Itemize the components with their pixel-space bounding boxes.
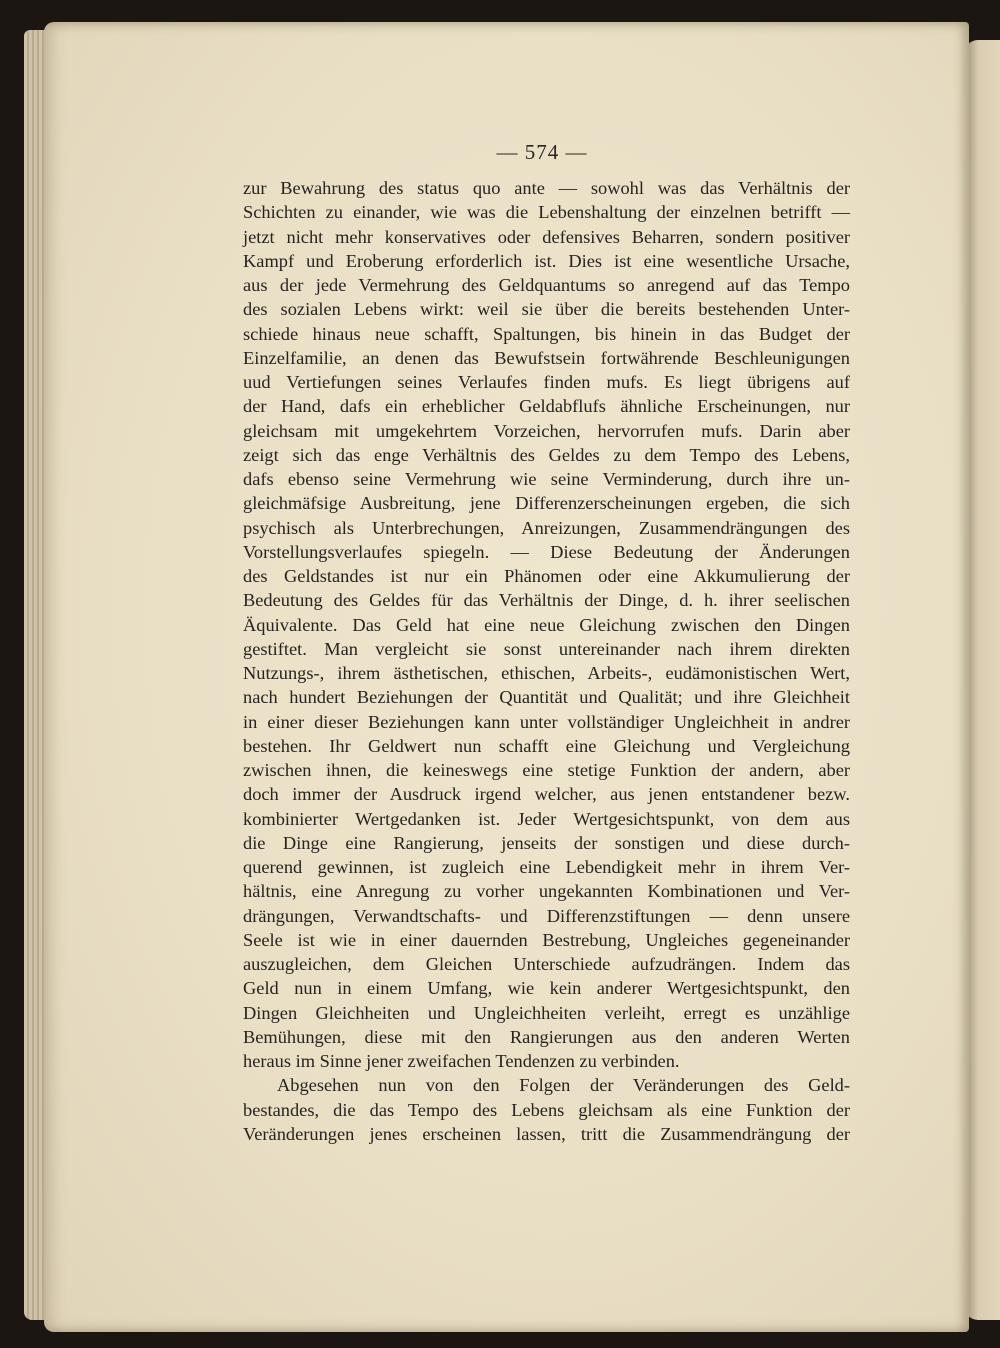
body-text: [243, 176, 850, 1146]
text-line: Veränderungen jenes erscheinen lassen, tritt die Zusammendrängung der: [243, 1123, 850, 1144]
text-line: kombinierter Wertgedanken ist. Jeder Wertgesichtspunkt, von dem aus: [243, 808, 850, 829]
text-line: Kampf und Eroberung erforderlich ist. Dies ist eine wesentliche Ursache,: [243, 250, 850, 271]
text-line: schiede hinaus neue schafft, Spaltungen, bis hinein in das Budget der: [243, 323, 850, 344]
paragraph-start-line: Abgesehen nun von den Folgen der Veränderungen des Geld-: [277, 1075, 850, 1096]
text-line: bestehen. Ihr Geldwert nun schafft eine Gleichung und Vergleichung: [243, 735, 850, 756]
text-line: psychisch als Unterbrechungen, Anreizungen, Zusammendrängungen des: [243, 517, 850, 538]
text-line: Bemühungen, diese mit den Rangierungen aus den anderen Werten: [243, 1026, 850, 1047]
text-line: der Hand, dafs ein erheblicher Geldabflufs ähnliche Erscheinungen, nur: [243, 396, 850, 417]
text-line: Bedeutung des Geldes für das Verhältnis der Dinge, d. h. ihrer seelischen: [243, 590, 850, 611]
text-line: bestandes, die das Tempo des Lebens gleichsam als eine Funktion der: [243, 1099, 850, 1120]
text-line: Einzelfamilie, an denen das Bewufstsein fortwährende Beschleunigungen: [243, 347, 850, 368]
text-line: auszugleichen, dem Gleichen Unterschiede aufzudrängen. Indem das: [243, 954, 850, 974]
text-line: drängungen, Verwandtschafts- und Differenzstiftungen — denn unsere: [243, 905, 850, 926]
text-line: zwischen ihnen, die keineswegs eine stetige Funktion der andern, aber: [243, 760, 850, 780]
text-line: die Dinge eine Rangierung, jenseits der sonstigen und diese durch-: [243, 832, 850, 853]
text-line: dafs ebenso seine Vermehrung wie seine Verminderung, durch ihre un-: [243, 469, 850, 489]
text-line: in einer dieser Beziehungen kann unter vollständiger Ungleichheit in andrer: [243, 711, 850, 732]
text-line: zeigt sich das enge Verhältnis des Geldes zu dem Tempo des Lebens,: [243, 444, 850, 465]
next-page-edge: [964, 40, 1000, 1320]
text-line: jetzt nicht mehr konservatives oder defensives Beharren, sondern positiver: [243, 226, 850, 247]
text-line: nach hundert Beziehungen der Quantität und Qualität; und ihre Gleichheit: [243, 687, 850, 708]
text-line: aus der jede Vermehrung des Geldquantums so anregend auf das Tempo: [243, 275, 850, 295]
text-line: Äquivalente. Das Geld hat eine neue Gleichung zwischen den Dingen: [243, 614, 850, 635]
text-line: gleichmäfsige Ausbreitung, jene Differenzerscheinungen ergeben, die sich: [243, 493, 850, 514]
text-line: Vorstellungsverlaufes spiegeln. — Diese Bedeutung der Änderungen: [243, 541, 850, 562]
text-line: Seele ist wie in einer dauernden Bestrebung, Ungleiches gegeneinander: [243, 929, 850, 950]
page-number: — 574 —: [496, 140, 588, 164]
text-line: doch immer der Ausdruck irgend welcher, aus jenen entstandener bezw.: [243, 784, 850, 805]
text-line: Schichten zu einander, wie was die Lebenshaltung der einzelnen betrifft —: [243, 202, 850, 223]
text-line: gleichsam mit umgekehrtem Vorzeichen, hervorrufen mufs. Darin aber: [243, 420, 850, 441]
paragraph-end-line: heraus im Sinne jener zweifachen Tendenzen zu verbinden.: [243, 1051, 680, 1071]
text-line: gestiftet. Man vergleicht sie sonst untereinander nach ihrem direkten: [243, 638, 850, 659]
text-line: querend gewinnen, ist zugleich eine Lebendigkeit mehr in ihrem Ver-: [243, 857, 850, 877]
text-line: des Geldstandes ist nur ein Phänomen oder eine Akkumulierung der: [243, 566, 850, 586]
text-line: hältnis, eine Anregung zu vorher ungekannten Kombinationen und Ver-: [243, 881, 850, 902]
text-line: Nutzungs-, ihrem ästhetischen, ethischen, Arbeits-, eudämonistischen Wert,: [243, 663, 850, 683]
text-line: Dingen Gleichheiten und Ungleichheiten verleiht, erregt es unzählige: [243, 1002, 850, 1023]
text-line: des sozialen Lebens wirkt: weil sie über die bereits bestehenden Unter-: [243, 299, 850, 320]
text-line: zur Bewahrung des status quo ante — sowohl was das Verhältnis der: [243, 178, 850, 198]
text-line: Geld nun in einem Umfang, wie kein anderer Wertgesichtspunkt, den: [243, 978, 850, 999]
text-line: uud Vertiefungen seines Verlaufes finden mufs. Es liegt übrigens auf: [243, 372, 850, 392]
